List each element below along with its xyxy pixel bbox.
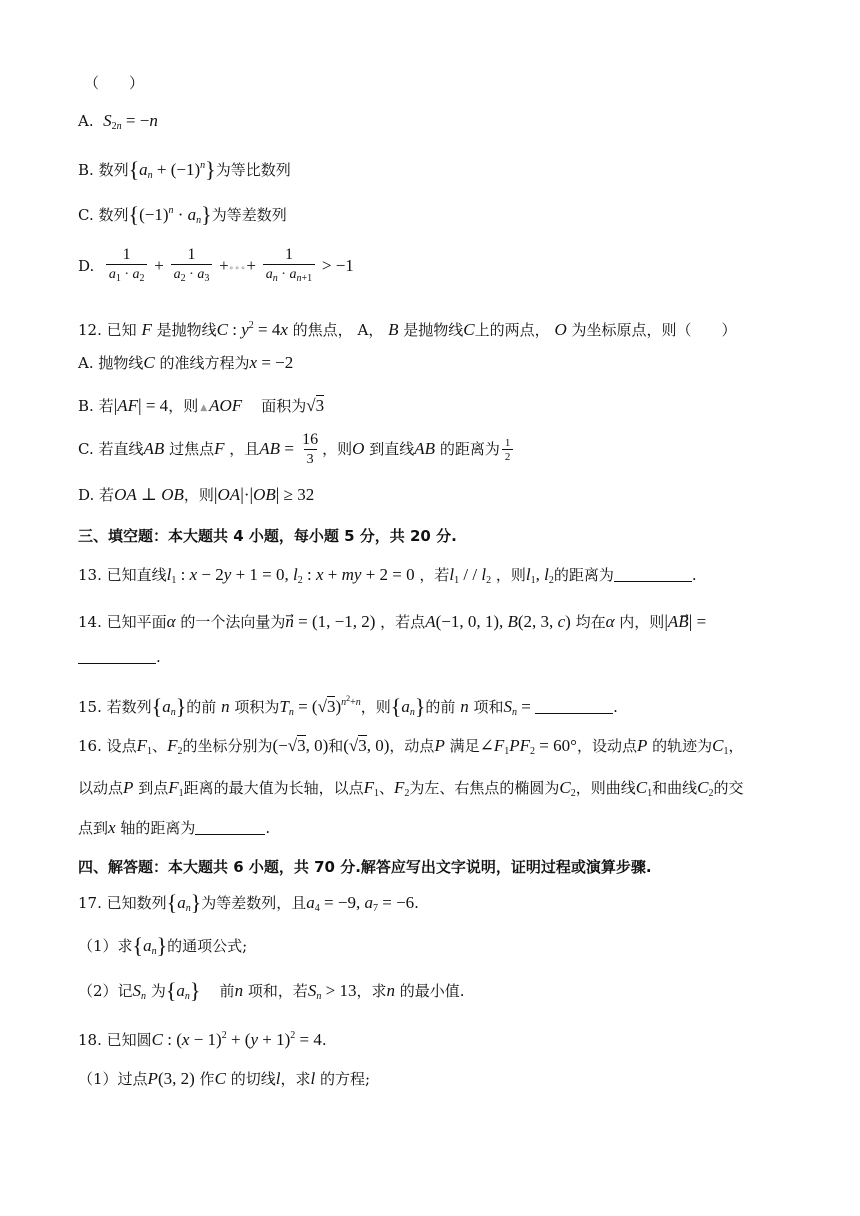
- section-4-heading: 四、解答题：本大题共 6 小题，共 70 分.解答应写出文字说明，证明过程或演算步骤.: [78, 858, 652, 876]
- q12-option-d: D. 若OA ⊥ OB，则|OA|·|OB| ≥ 32: [78, 484, 315, 504]
- q16-line-2: 以动点P 到点$F_1$距离的最大值为长轴，以点$F_1$、$F_2$为左、右焦点的椭圆为$C_2$，则曲线$C_1$和曲线$C_2$的交: [78, 778, 744, 799]
- q12-option-c: C. 若直线AB 过焦点F ，且AB = $\frac{16}{3}$ ，则O 到直线AB 的距离为 $\frac{1}{2}$: [78, 430, 820, 469]
- answer-blank[interactable]: [78, 649, 156, 664]
- fraction: $\frac{1}{a_1 \cdot a_2}$: [106, 246, 148, 288]
- q13: 13. 已知直线$l_1$ : x − 2y + 1 = 0, $l_2$ : x + my + 2 = 0 ，若$l_1$ / / $l_2$ ，则$l_1$, $l_2$的距离为 .: [78, 565, 697, 586]
- answer-blank[interactable]: [535, 699, 613, 714]
- answer-blank[interactable]: [195, 820, 265, 835]
- q12-stem: 12. 已知 F 是抛物线C : $y^2 = 4x$ 的焦点， A， B 是抛物线C上的两点， O 为坐标原点，则（ ）: [78, 320, 737, 339]
- fraction: $\frac{1}{a_n \cdot a_{n+1}}$: [263, 246, 315, 288]
- q11-option-d: D. $\frac{1}{a_1 \cdot a_2}$ + $\frac{1}{a_2 \cdot a_3}$ +∘∘∘+ $\frac{1}{a_n \cdot a_{n+1}}$ > −1: [78, 246, 820, 289]
- q17-part-1: （1）求$\{a_n\}$的通项公式;: [78, 933, 248, 958]
- q17-part-2: （2）记$S_n$ 为$\{a_n\}$ 前n 项和，若$S_n > 13$，求n 的最小值.: [78, 978, 465, 1003]
- q18-stem: 18. 已知圆C : $(x - 1)^2 + (y + 1)^2 = 4$.: [78, 1030, 327, 1049]
- q12-option-a: A. 抛物线C 的准线方程为x = −2: [78, 353, 294, 372]
- q12-option-b: B. 若|AF| = 4，则 ▲ AOF 面积为√3: [78, 394, 820, 419]
- q11-answer-paren: （ ）: [84, 74, 145, 92]
- answer-blank[interactable]: [614, 567, 692, 582]
- q11-option-c: C. 数列$\{(-1)^n \cdot a_n\}$为等差数列: [78, 202, 287, 227]
- q14: 14. 已知平面α 的一个法向量为n⃗ = (1, −1, 2) ，若点A(−1, 0, 1), B(2, 3, c) 均在α 内，则|AB| =: [78, 611, 707, 631]
- q14-answer-line: .: [78, 646, 820, 668]
- q16-line-3: 点到x 轴的距离为 .: [78, 818, 271, 837]
- q17-stem: 17. 已知数列$\{a_n\}$为等差数列，且$a_4 = -9$, $a_7 = -6$.: [78, 890, 419, 915]
- triangle-icon: ▲: [200, 403, 208, 413]
- q11-option-a: A. $S_{2n} = -n$: [78, 111, 158, 132]
- section-3-heading: 三、填空题：本大题共 4 小题，每小题 5 分，共 20 分.: [78, 527, 457, 545]
- q11-option-b: B. 数列$\{a_n + (-1)^n\}$为等比数列: [78, 157, 291, 182]
- fraction: $\frac{1}{2}$: [502, 437, 514, 463]
- q18-part-1: （1）过点P(3, 2) 作C 的切线l，求l 的方程;: [78, 1069, 371, 1088]
- q15: 15. 若数列$\{a_n\}$的前 n 项积为$T_n = (√3)^{n^2+n}$，则$\{a_n\}$的前 n 项和$S_n$ = .: [78, 694, 618, 719]
- fraction: $\frac{1}{a_2 \cdot a_3}$: [171, 246, 213, 288]
- fraction: $\frac{16}{3}$: [302, 431, 319, 467]
- q16-line-1: 16. 设点$F_1$、$F_2$的坐标分别为(−√3, 0)和(√3, 0)，动点P 满足$\angle F_1PF_2 = 60^\circ$，设动点P 的轨迹为$C_1$，: [78, 736, 744, 757]
